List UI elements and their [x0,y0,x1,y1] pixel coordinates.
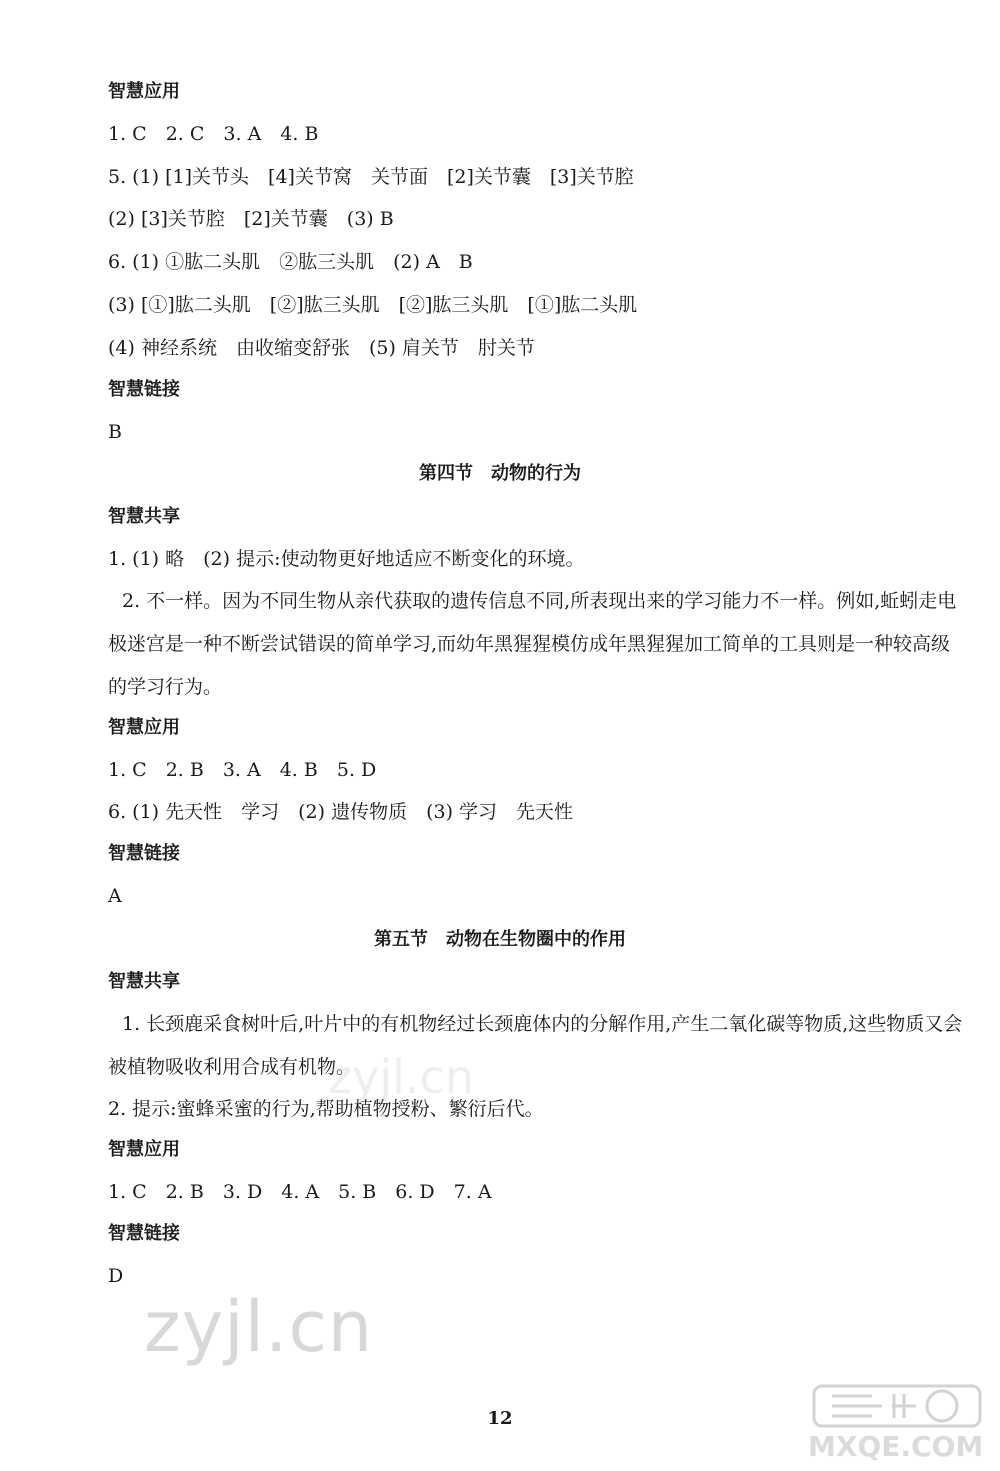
section-heading: 智慧链接 [108,379,180,400]
section-heading: 智慧链接 [108,1223,180,1244]
section-title: 第五节 动物在生物圈中的作用 [374,929,626,950]
answer-line: 6. (1) ①肱二头肌 ②肱三头肌 (2) A B [108,251,473,273]
section-heading: 智慧共享 [108,971,180,992]
answer-line: D [108,1265,124,1287]
answer-line: (4) 神经系统 由收缩变舒张 (5) 肩关节 肘关节 [108,337,535,359]
answer-paragraph: 2. 不一样。因为不同生物从亲代获取的遗传信息不同,所表现出来的学习能力不一样。例如,蚯蚓走电极迷宫是一种不断尝试错误的简单学习,而幼年黑猩猩模仿成年黑猩猩加工简单的工具则是一种较高级的学习行为。 [108,590,957,698]
answer-line: 1. C 2. B 3. D 4. A 5. B 6. D 7. A [108,1181,492,1203]
section-title: 第四节 动物的行为 [419,463,581,484]
answer-line: (3) [①]肱二头肌 [②]肱三头肌 [②]肱三头肌 [①]肱二头肌 [108,294,638,316]
answer-line: 5. (1) [1]关节头 [4]关节窝 关节面 [2]关节囊 [3]关节腔 [108,166,634,188]
watermark-bottom-right: MXQE.COM [808,1430,984,1463]
answer-line: 1. (1) 略 (2) 提示:使动物更好地适应不断变化的环境。 [108,548,585,570]
answer-line: 1. C 2. C 3. A 4. B [108,123,319,145]
section-heading: 智慧应用 [108,1139,180,1160]
watermark-bottom-left: zyjl.cn [144,1286,374,1368]
section-heading: 智慧应用 [108,717,180,738]
answer-line: 2. 提示:蜜蜂采蜜的行为,帮助植物授粉、繁衍后代。 [108,1098,544,1120]
page-number: 12 [487,1408,513,1429]
answer-line: 1. C 2. B 3. A 4. B 5. D [108,759,377,781]
section-heading: 智慧共享 [108,506,180,527]
section-heading: 智慧链接 [108,843,180,864]
watermark-center: zyjl.cn [328,1050,474,1104]
answer-line: 6. (1) 先天性 学习 (2) 遗传物质 (3) 学习 先天性 [108,801,574,823]
answer-line: B [108,421,122,443]
answer-line: A [108,885,122,907]
section-heading: 智慧应用 [108,81,180,102]
answer-paragraph: 1. 长颈鹿采食树叶后,叶片中的有机物经过长颈鹿体内的分解作用,产生二氧化碳等物质,这些物质又会被植物吸收利用合成有机物。 [108,1013,963,1078]
answer-line: (2) [3]关节腔 [2]关节囊 (3) B [108,208,394,230]
